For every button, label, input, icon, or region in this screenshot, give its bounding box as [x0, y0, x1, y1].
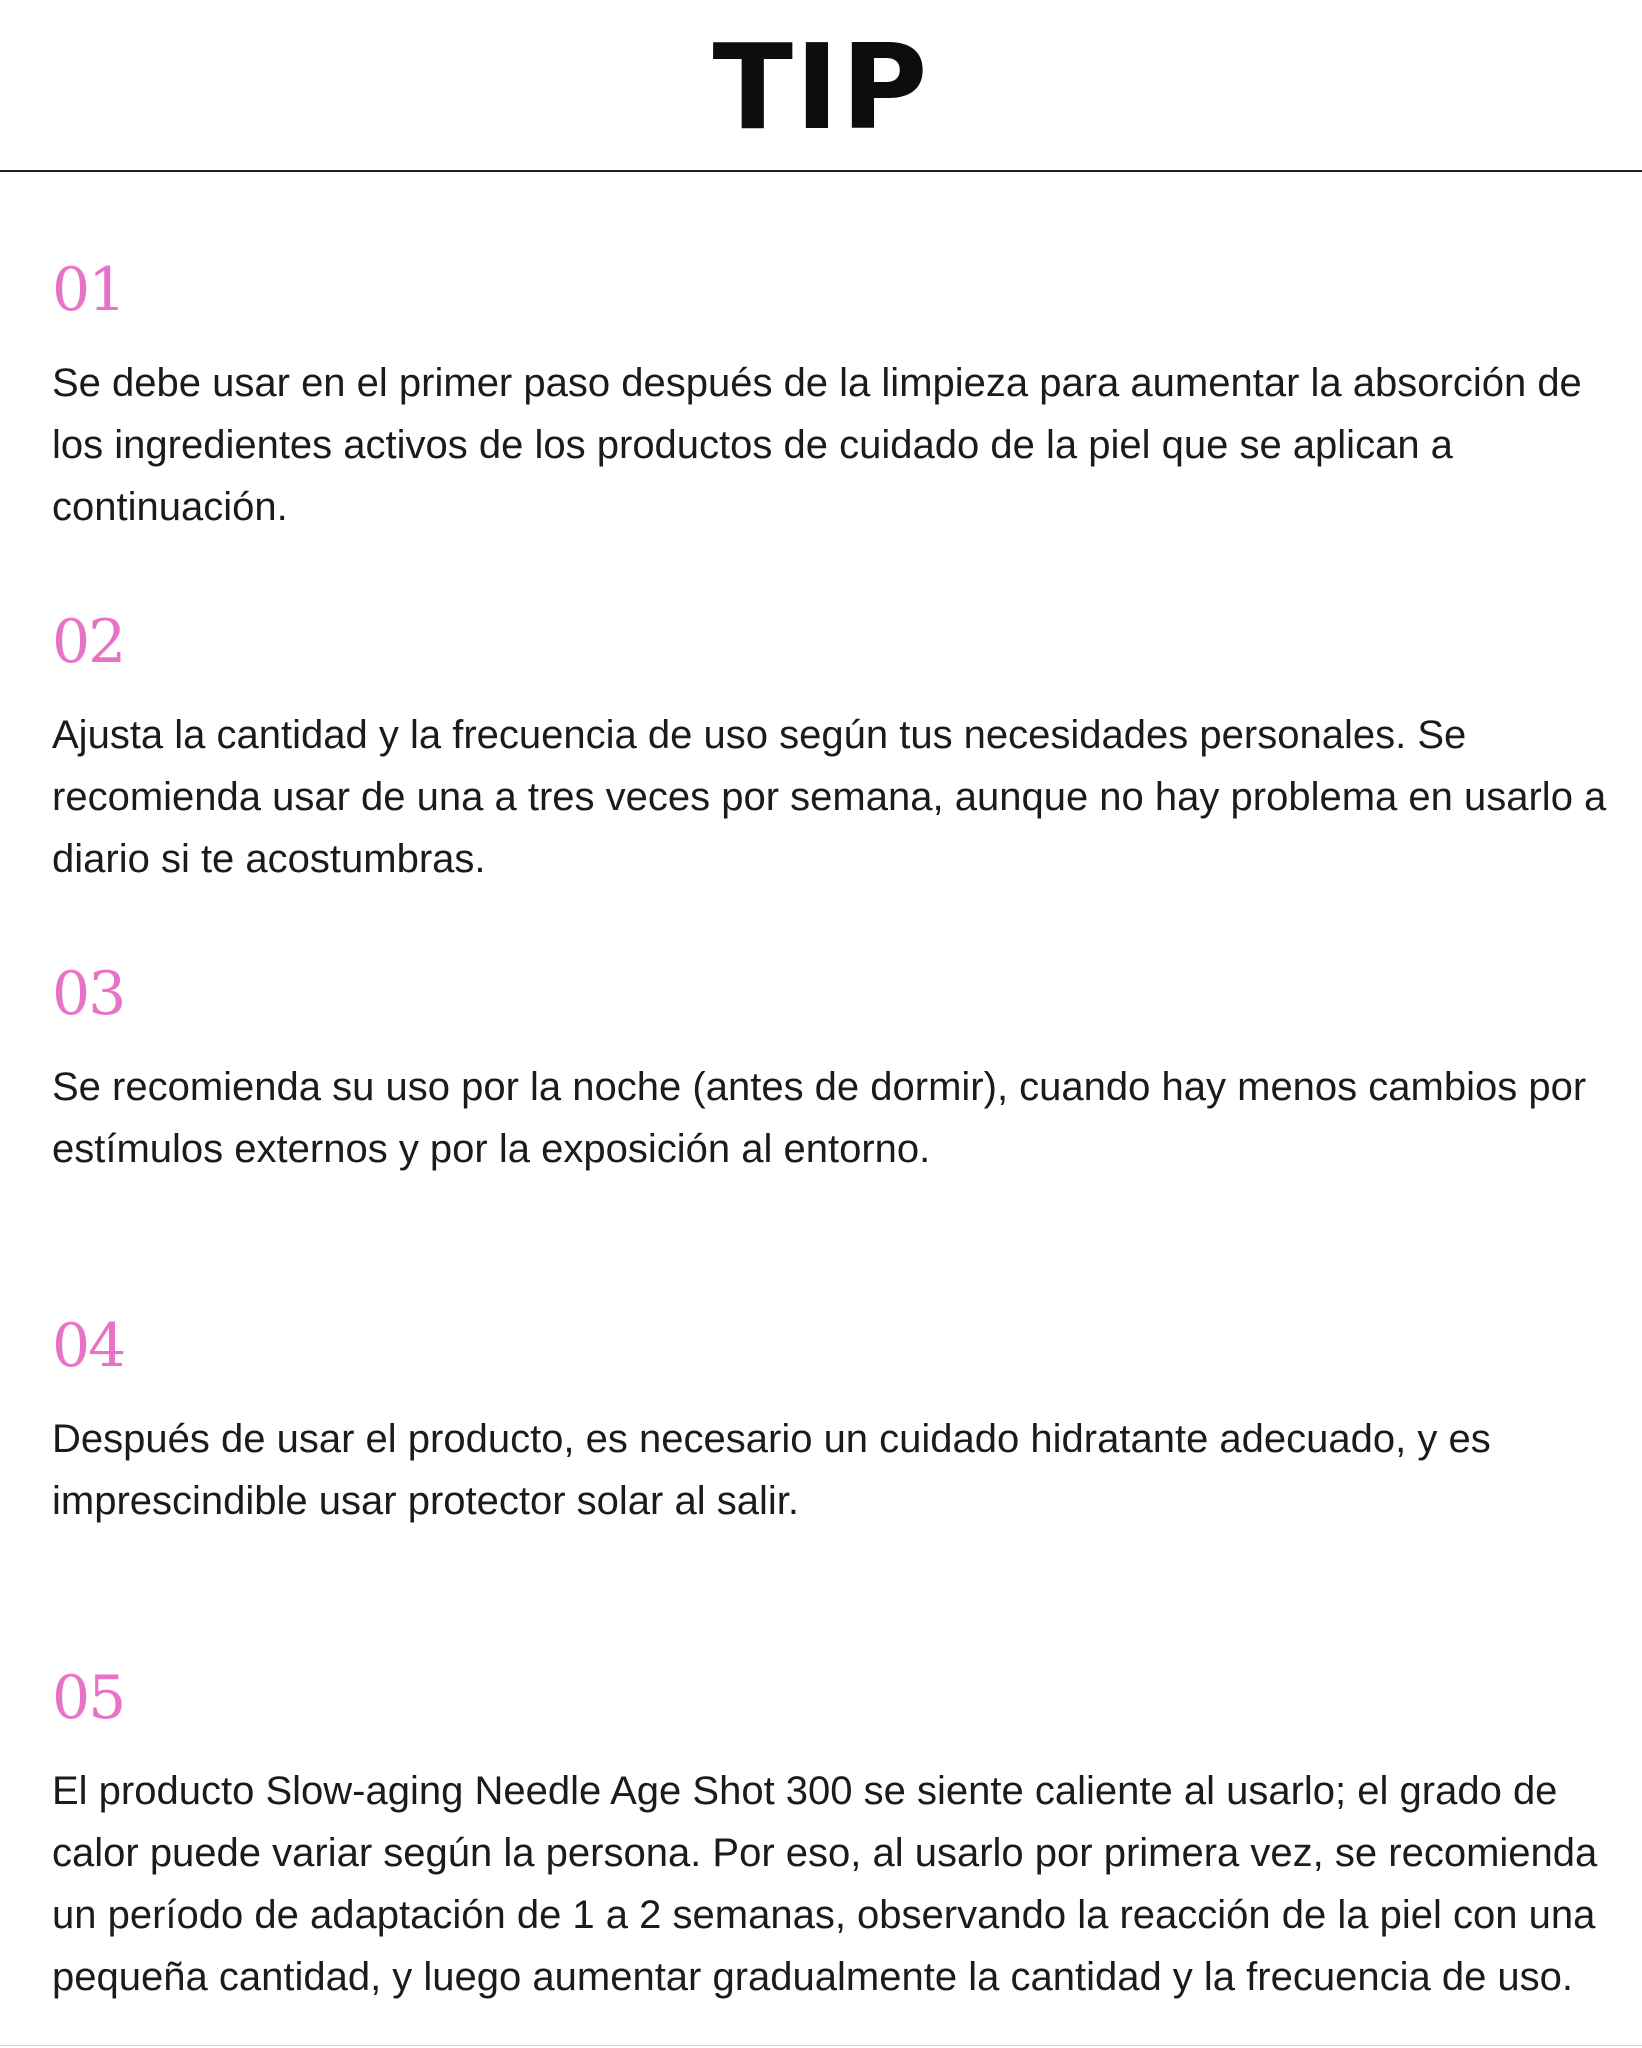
tip-number: 03 [52, 959, 125, 1029]
tip-item-03 [52, 956, 1612, 1180]
tip-text: El producto Slow-aging Needle Age Shot 300 se siente caliente al usarlo; el grado de calor puede variar según la persona. Por eso, al usarlo por primera vez, se recomienda un período de adaptación de 1 a 2 semanas, observando la reacción de la piel con una pequeña cantidad, y luego aumentar gradualmente la cantidad y la frecuencia de uso. [52, 1769, 1598, 1999]
tip-text: Ajusta la cantidad y la frecuencia de uso según tus necesidades personales. Se recomienda usar de una a tres veces por semana, aunque no hay problema en usarlo a diario si te acostumbras. [52, 713, 1607, 881]
tip-number: 01 [52, 255, 125, 325]
tip-text: Se debe usar en el primer paso después de la limpieza para aumentar la absorción de los ingredientes activos de los productos de cuidado de la piel que se aplican a continuación. [52, 361, 1582, 529]
page-title: TIP [712, 18, 930, 156]
bottom-divider [0, 2045, 1642, 2046]
page-header [0, 0, 1642, 172]
tip-number: 02 [52, 607, 125, 677]
tip-number: 04 [52, 1311, 125, 1381]
tip-item-04 [52, 1308, 1612, 1532]
tip-item-02 [52, 604, 1612, 890]
tip-item-05 [52, 1660, 1612, 2008]
tip-text: Después de usar el producto, es necesario un cuidado hidratante adecuado, y es imprescindible usar protector solar al salir. [52, 1417, 1491, 1523]
tip-item-01 [52, 252, 1612, 538]
tip-number: 05 [52, 1663, 125, 1733]
tip-text: Se recomienda su uso por la noche (antes de dormir), cuando hay menos cambios por estímulos externos y por la exposición al entorno. [52, 1065, 1587, 1171]
